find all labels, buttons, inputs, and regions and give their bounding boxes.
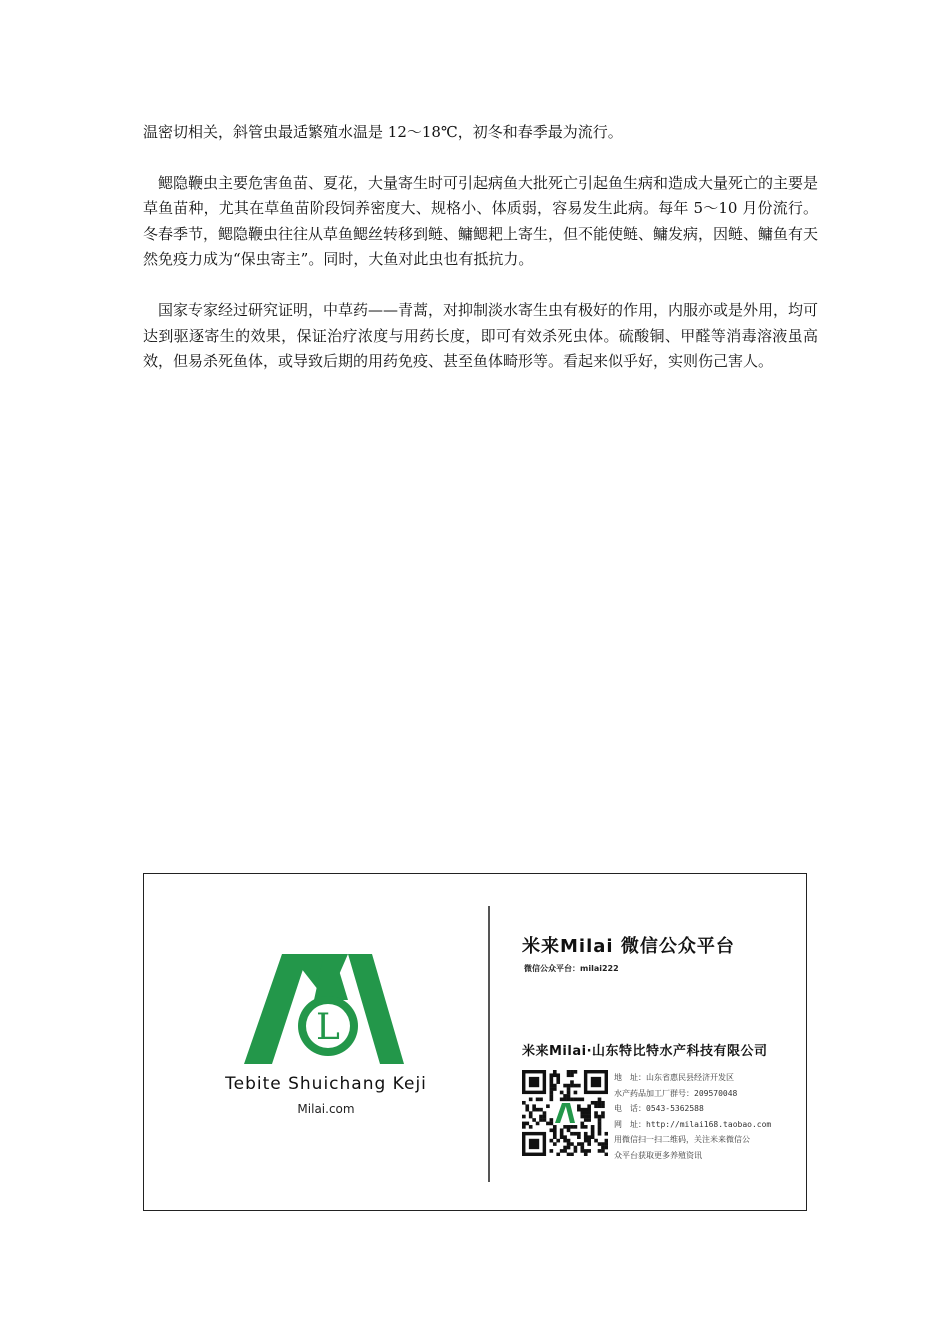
milai-logo <box>244 938 404 1072</box>
contact-info <box>614 1070 800 1163</box>
address-line: 地 址：山东省惠民县经济开发区 <box>614 1073 734 1082</box>
company-name: 米来Milai·山东特比特水产科技有限公司 <box>522 1044 768 1059</box>
business-card <box>143 873 807 1211</box>
paragraph: 鳃隐鞭虫主要危害鱼苗、夏花，大量寄生时可引起病鱼大批死亡引起鱼生病和造成大量死亡的主要是草鱼苗种，尤其在草鱼苗阶段饲养密度大、规格小、体质弱，容易发生此病。每年 5～10 月份流行。冬春季节，鳃隐鞭虫往往从草鱼鳃丝转移到鲢、鳙鳃耙上寄生，但不能使鲢、鳙发病，因鲢、鳙鱼有天然免疫力成为“保虫寄主”。同时，大鱼对此虫也有抵抗力。 <box>143 173 819 269</box>
paragraph: 温密切相关，斜管虫最适繁殖水温是 12～18℃，初冬和春季最为流行。 <box>143 123 623 141</box>
qr-code-icon <box>522 1070 608 1156</box>
website-line: 网 址：http://milai168.taobao.com <box>614 1119 772 1129</box>
logo-letter: L <box>316 1007 340 1048</box>
scan-note-line: 用微信扫一扫二维码，关注米来微信公 <box>614 1135 750 1144</box>
domain-text: Milai.com <box>297 1102 355 1116</box>
brand-text: Tebite Shuichang Keji <box>225 1074 427 1094</box>
wechat-subtitle: 微信公众平台：milai222 <box>524 964 619 973</box>
card-divider <box>488 906 490 1182</box>
group-line: 水产药品加工厂群号：209570048 <box>614 1088 738 1098</box>
phone-line: 电 话：0543-5362588 <box>614 1104 704 1113</box>
document-body <box>143 120 818 400</box>
scan-note-line-2: 众平台获取更多养殖资讯 <box>614 1150 702 1160</box>
wechat-title: 米来Milai 微信公众平台 <box>522 936 735 957</box>
paragraph: 国家专家经过研究证明，中草药——青蒿，对抑制淡水寄生虫有极好的作用，内服亦或是外用，均可达到驱逐寄生的效果，保证治疗浓度与用药长度，即可有效杀死虫体。硫酸铜、甲醛等消毒溶液虽高效，但易杀死鱼体，或导致后期的用药免疫、甚至鱼体畸形等。看起来似乎好，实则伤己害人。 <box>143 300 819 371</box>
